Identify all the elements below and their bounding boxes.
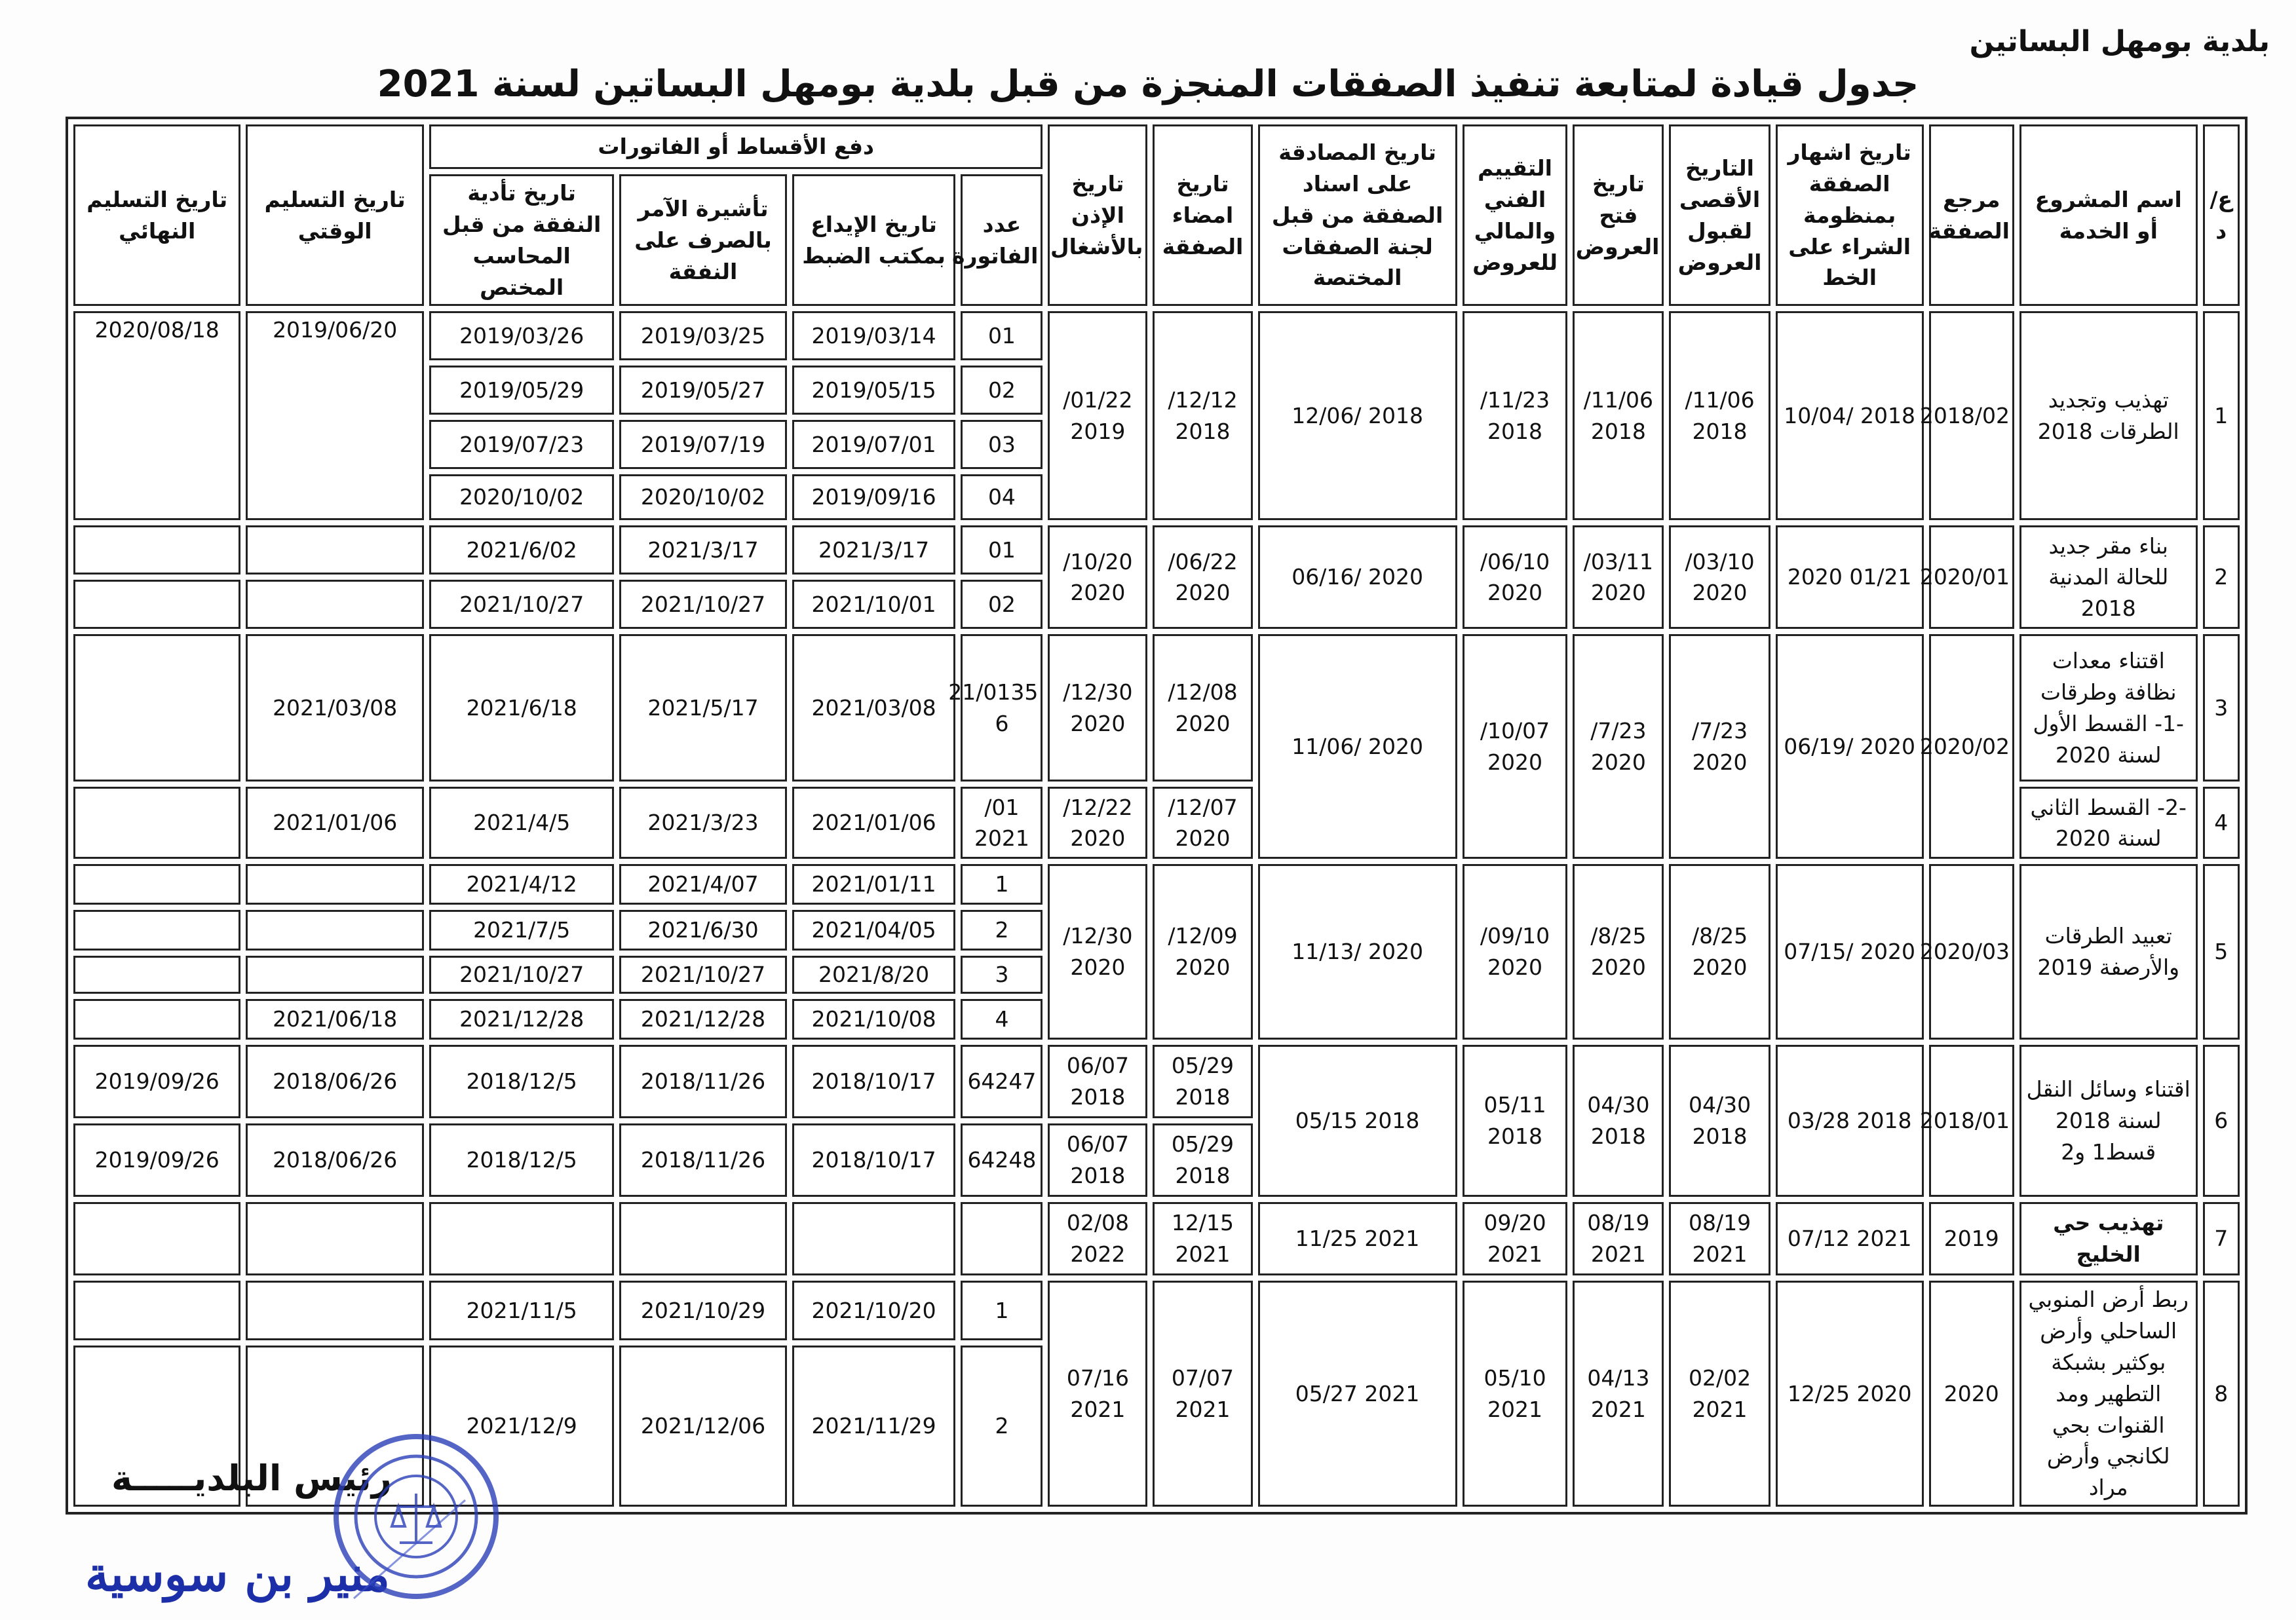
final-date [73, 580, 240, 629]
col-deposit: تاريخ الإيداع بمكتب الضبط [792, 174, 956, 306]
col-approval: تاريخ المصادقة على اسناد الصفقة من قبل لجنة الصفقات المختصة [1258, 124, 1457, 306]
row-num: 2 [2203, 525, 2240, 629]
evaluation-date: 11/23/ 2018 [1463, 311, 1568, 520]
deposit-date: 2021/11/29 [792, 1346, 956, 1507]
payment-date [429, 1202, 614, 1275]
visa-date: 2021/10/27 [619, 956, 786, 994]
final-date: 2020/08/18 [73, 311, 240, 520]
deadline-date: 08/19 2021 [1669, 1202, 1770, 1275]
provisional-date: 2018/06/26 [246, 1123, 424, 1197]
visa-date: 2021/4/07 [619, 864, 786, 905]
contract-ref: 2019 [1929, 1202, 2014, 1275]
payment-date: 2021/10/27 [429, 580, 614, 629]
invoice-no: 02 [961, 580, 1043, 629]
col-num: ع/د [2203, 124, 2240, 306]
contract-ref: 2018/02 [1929, 311, 2014, 520]
visa-date: 2019/05/27 [619, 366, 786, 415]
deadline-date: 8/25/ 2020 [1669, 864, 1770, 1040]
evaluation-date: 09/10/ 2020 [1463, 864, 1568, 1040]
invoice-no [961, 1202, 1043, 1275]
deadline-date: 03/10/ 2020 [1669, 525, 1770, 629]
approval-date: 2021 11/25 [1258, 1202, 1457, 1275]
payment-date: 2021/4/5 [429, 787, 614, 859]
final-date [73, 1202, 240, 1275]
col-announce: تاريخ اشهار الصفقة بمنظومة الشراء على الخط [1776, 124, 1924, 306]
opening-date: 7/23/ 2020 [1573, 634, 1664, 859]
payment-date: 2021/10/27 [429, 956, 614, 994]
provisional-date [246, 1202, 424, 1275]
payment-date: 2021/11/5 [429, 1281, 614, 1340]
contract-ref: 2020/03 [1929, 864, 2014, 1040]
project-name: تهذيب وتجديد الطرقات 2018 [2019, 311, 2198, 520]
opening-date: 04/30 2018 [1573, 1045, 1664, 1197]
row-num: 6 [2203, 1045, 2240, 1197]
payment-date: 2021/12/28 [429, 999, 614, 1040]
announce-date: 01/21 2020 [1776, 525, 1924, 629]
deposit-date: 2019/09/16 [792, 474, 956, 520]
evaluation-date: 05/10 2021 [1463, 1281, 1568, 1507]
project-name: اقتناء معدات نظافة وطرقات -1- القسط الأول لسنة 2020 [2019, 634, 2198, 782]
visa-date: 2018/11/26 [619, 1123, 786, 1197]
contract-ref: 2020 [1929, 1281, 2014, 1507]
deadline-date: 04/30 2018 [1669, 1045, 1770, 1197]
payment-date: 2021/4/12 [429, 864, 614, 905]
deadline-date: 11/06/ 2018 [1669, 311, 1770, 520]
provisional-date [246, 956, 424, 994]
signing-date: 06/22/ 2020 [1153, 525, 1252, 629]
deposit-date: 2019/03/14 [792, 311, 956, 360]
announce-date: 2020 /06/19 [1776, 634, 1924, 859]
work-order-date: 12/30/ 2020 [1048, 634, 1147, 782]
provisional-date [246, 864, 424, 905]
invoice-no: 04 [961, 474, 1043, 520]
provisional-date: 2019/06/20 [246, 311, 424, 520]
project-name: ربط أرض المنوبي الساحلي وأرض بوكثير بشبكة التطهير ومد القنوات بحي لكانجي وأرض مراد [2019, 1281, 2198, 1507]
final-date [73, 864, 240, 905]
final-date [73, 525, 240, 575]
deposit-date: 2021/10/20 [792, 1281, 956, 1340]
signature-label: رئيس البلديـــــة [111, 1458, 392, 1499]
signing-date: 05/29 2018 [1153, 1123, 1252, 1197]
approval-date: 2020 /06/16 [1258, 525, 1457, 629]
deadline-date: 02/02 2021 [1669, 1281, 1770, 1507]
row-num: 4 [2203, 787, 2240, 859]
final-date: 2019/09/26 [73, 1045, 240, 1118]
announce-date: 2020 12/25 [1776, 1281, 1924, 1507]
opening-date: 11/06/ 2018 [1573, 311, 1664, 520]
deposit-date: 2021/10/08 [792, 999, 956, 1040]
visa-date: 2021/12/06 [619, 1346, 786, 1507]
row-num: 3 [2203, 634, 2240, 782]
invoice-no: 2 [961, 1346, 1043, 1507]
evaluation-date: 06/10/ 2020 [1463, 525, 1568, 629]
provisional-date [246, 910, 424, 951]
approval-date: 2018 /12/06 [1258, 311, 1457, 520]
deposit-date: 2019/05/15 [792, 366, 956, 415]
deposit-date: 2021/01/06 [792, 787, 956, 859]
visa-date: 2021/12/28 [619, 999, 786, 1040]
provisional-date [246, 525, 424, 575]
final-date [73, 999, 240, 1040]
project-name: -2- القسط الثاني لسنة 2020 [2019, 787, 2198, 859]
payment-date: 2021/12/9 [429, 1346, 614, 1507]
col-payments-group: دفع الأقساط أو الفاتورات [429, 124, 1043, 169]
visa-date: 2018/11/26 [619, 1045, 786, 1118]
contract-ref: 2020/02 [1929, 634, 2014, 859]
work-order-date: 06/07 2018 [1048, 1045, 1147, 1118]
signing-date: 12/15 2021 [1153, 1202, 1252, 1275]
col-ref: مرجع الصفقة [1929, 124, 2014, 306]
provisional-date: 2021/01/06 [246, 787, 424, 859]
payment-date: 2018/12/5 [429, 1123, 614, 1197]
work-order-date: 12/22/ 2020 [1048, 787, 1147, 859]
payment-date: 2019/03/26 [429, 311, 614, 360]
invoice-no: 1 [961, 1281, 1043, 1340]
visa-date: 2021/3/23 [619, 787, 786, 859]
invoice-no: 4 [961, 999, 1043, 1040]
col-project: اسم المشروع أو الخدمة [2019, 124, 2198, 306]
invoice-no: 1 [961, 864, 1043, 905]
provisional-date: 2021/03/08 [246, 634, 424, 782]
contract-ref: 2020/01 [1929, 525, 2014, 629]
municipality-name: بلدية بومهل البساتين [1969, 25, 2270, 58]
visa-date [619, 1202, 786, 1275]
provisional-date [246, 1281, 424, 1340]
approval-date: 2020 /11/13 [1258, 864, 1457, 1040]
approval-date: 2020 /11/06 [1258, 634, 1457, 859]
signing-date: 07/07 2021 [1153, 1281, 1252, 1507]
evaluation-date: 09/20 2021 [1463, 1202, 1568, 1275]
work-order-date: 12/30/ 2020 [1048, 864, 1147, 1040]
col-opening: تاريخ فتح العروض [1573, 124, 1664, 306]
announce-date: 2018 /10/04 [1776, 311, 1924, 520]
signing-date: 12/08/ 2020 [1153, 634, 1252, 782]
col-provisional: تاريخ التسليم الوقتي [246, 124, 424, 306]
payment-date: 2021/7/5 [429, 910, 614, 951]
row-num: 5 [2203, 864, 2240, 1040]
signing-date: 05/29 2018 [1153, 1045, 1252, 1118]
invoice-no: 3 [961, 956, 1043, 994]
deposit-date: 2021/10/01 [792, 580, 956, 629]
payment-date: 2018/12/5 [429, 1045, 614, 1118]
final-date [73, 956, 240, 994]
invoice-no: 03 [961, 420, 1043, 469]
invoice-no: 2 [961, 910, 1043, 951]
provisional-date: 2018/06/26 [246, 1045, 424, 1118]
opening-date: 8/25/ 2020 [1573, 864, 1664, 1040]
announce-date: 2018 03/28 [1776, 1045, 1924, 1197]
col-evaluation: التقييم الفني والمالي للعروض [1463, 124, 1568, 306]
deposit-date: 2021/01/11 [792, 864, 956, 905]
payment-date: 2021/6/18 [429, 634, 614, 782]
row-num: 7 [2203, 1202, 2240, 1275]
col-visa: تأشيرة الآمر بالصرف على النفقة [619, 174, 786, 306]
deposit-date: 2021/3/17 [792, 525, 956, 575]
work-order-date: 10/20/ 2020 [1048, 525, 1147, 629]
project-name: تهذيب حي الخليج [2019, 1202, 2198, 1275]
contract-ref: 2018/01 [1929, 1045, 2014, 1197]
visa-date: 2020/10/02 [619, 474, 786, 520]
signing-date: 12/12/ 2018 [1153, 311, 1252, 520]
provisional-date: 2021/06/18 [246, 999, 424, 1040]
announce-date: 2021 07/12 [1776, 1202, 1924, 1275]
work-order-date: 02/08 2022 [1048, 1202, 1147, 1275]
visa-date: 2019/07/19 [619, 420, 786, 469]
signing-date: 12/07/ 2020 [1153, 787, 1252, 859]
deposit-date: 2019/07/01 [792, 420, 956, 469]
announce-date: 2020 /07/15 [1776, 864, 1924, 1040]
invoice-no: 02 [961, 366, 1043, 415]
opening-date: 08/19 2021 [1573, 1202, 1664, 1275]
invoice-no: 64248 [961, 1123, 1043, 1197]
row-num: 1 [2203, 311, 2240, 520]
evaluation-date: 05/11 2018 [1463, 1045, 1568, 1197]
final-date [73, 1281, 240, 1340]
col-deadline: التاريخ الأقصى لقبول العروض [1669, 124, 1770, 306]
payment-date: 2019/05/29 [429, 366, 614, 415]
project-name: اقتناء وسائل النقل لسنة 2018 قسط1 و2 [2019, 1045, 2198, 1197]
page-title: جدول قيادة لمتابعة تنفيذ الصفقات المنجزة من قبل بلدية بومهل البساتين لسنة 2021 [377, 63, 1919, 105]
invoice-no: 64247 [961, 1045, 1043, 1118]
col-final: تاريخ التسليم النهائي [73, 124, 240, 306]
provisional-date [246, 580, 424, 629]
visa-date: 2021/10/27 [619, 580, 786, 629]
deposit-date: 2021/03/08 [792, 634, 956, 782]
approval-date: 2018 05/15 [1258, 1045, 1457, 1197]
invoice-no: 01/ 2021 [961, 787, 1043, 859]
work-order-date: 01/22/ 2019 [1048, 311, 1147, 520]
work-order-date: 07/16 2021 [1048, 1281, 1147, 1507]
deadline-date: 7/23/ 2020 [1669, 634, 1770, 859]
col-work-order: تاريخ الإذن بالأشغال [1048, 124, 1147, 306]
deposit-date: 2021/04/05 [792, 910, 956, 951]
visa-date: 2019/03/25 [619, 311, 786, 360]
final-date [73, 634, 240, 782]
invoice-no: 21/0135 6 [961, 634, 1043, 782]
invoice-no: 01 [961, 311, 1043, 360]
work-order-date: 06/07 2018 [1048, 1123, 1147, 1197]
deposit-date: 2018/10/17 [792, 1123, 956, 1197]
visa-date: 2021/5/17 [619, 634, 786, 782]
opening-date: 04/13 2021 [1573, 1281, 1664, 1507]
col-payment: تاريخ تأدية النفقة من قبل المحاسب المختص [429, 174, 614, 306]
final-date: 2019/09/26 [73, 1123, 240, 1197]
project-name: تعبيد الطرقات والأرصفة 2019 [2019, 864, 2198, 1040]
final-date [73, 787, 240, 859]
visa-date: 2021/10/29 [619, 1281, 786, 1340]
visa-date: 2021/3/17 [619, 525, 786, 575]
final-date [73, 910, 240, 951]
deposit-date [792, 1202, 956, 1275]
invoice-no: 01 [961, 525, 1043, 575]
opening-date: 03/11/ 2020 [1573, 525, 1664, 629]
col-signing: تاريخ امضاء الصفقة [1153, 124, 1252, 306]
col-invoice-no: عدد الفاتورة [961, 174, 1043, 306]
approval-date: 2021 05/27 [1258, 1281, 1457, 1507]
contracts-table [66, 117, 2248, 1515]
visa-date: 2021/6/30 [619, 910, 786, 951]
payment-date: 2020/10/02 [429, 474, 614, 520]
signing-date: 12/09/ 2020 [1153, 864, 1252, 1040]
row-num: 8 [2203, 1281, 2240, 1507]
deposit-date: 2021/8/20 [792, 956, 956, 994]
deposit-date: 2018/10/17 [792, 1045, 956, 1118]
project-name: بناء مقر جديد للحالة المدنية 2018 [2019, 525, 2198, 629]
payment-date: 2019/07/23 [429, 420, 614, 469]
official-stamp-icon [328, 1428, 505, 1605]
signature-name: منير بن سوسية [85, 1546, 390, 1602]
evaluation-date: 10/07/ 2020 [1463, 634, 1568, 859]
payment-date: 2021/6/02 [429, 525, 614, 575]
